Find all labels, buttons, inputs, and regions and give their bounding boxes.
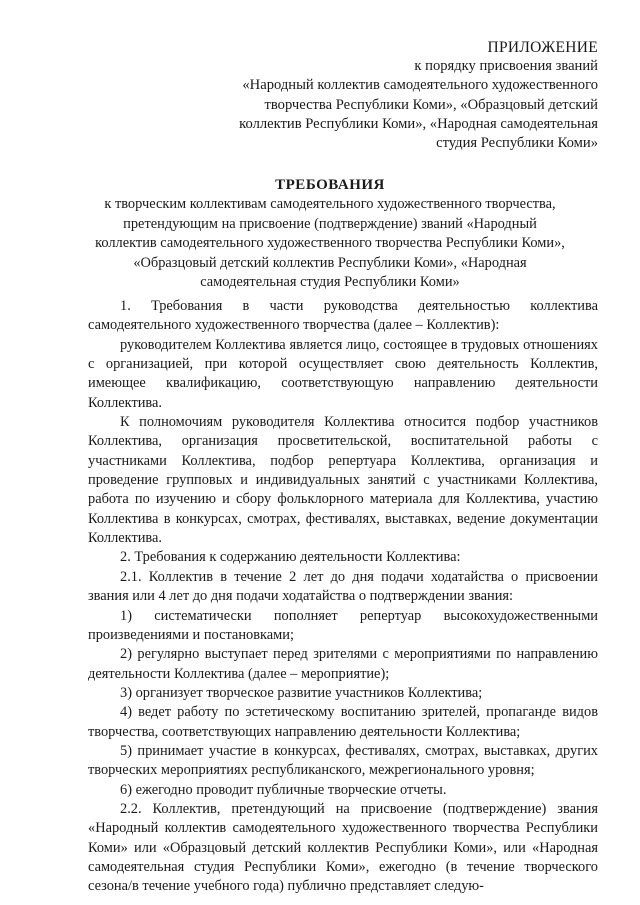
list-item-1: 1) систематически пополняет репертуар высокохудожественными произведениями и постановками; xyxy=(88,607,598,643)
heading-line: коллектив самодеятельного художественного творчества Республики Коми», xyxy=(95,235,565,252)
appendix-line: коллектив Республики Коми», «Народная самодеятельная xyxy=(239,115,598,132)
list-item-4: 4) ведет работу по эстетическому воспитанию зрителей, пропаганде видов творчества, соответствующих направлению деятельности Коллектива; xyxy=(88,704,598,740)
heading-line: «Образцовый детский коллектив Республики Коми», «Народная xyxy=(133,254,527,271)
appendix-line: творчества Республики Коми», «Образцовый детский xyxy=(264,96,598,113)
paragraph-requirements-content: 2. Требования к содержанию деятельности Коллектива: xyxy=(120,549,461,566)
document-heading xyxy=(60,176,600,292)
appendix-header xyxy=(178,38,598,153)
paragraph-requirements-management: 1. Требования в части руководства деятельностью коллектива самодеятельного художественного творчества (далее – Коллектив): xyxy=(88,298,598,334)
paragraph-2-1: 2.1. Коллектив в течение 2 лет до дня подачи ходатайства о присвоении звания или 4 лет до дня подачи ходатайства о подтверждении звания: xyxy=(88,568,598,605)
heading-line: к творческим коллективам самодеятельного художественного творчества, xyxy=(104,196,556,213)
document-body xyxy=(88,297,598,897)
heading-line: самодеятельная студия Республики Коми» xyxy=(200,274,460,291)
list-item-2: 2) регулярно выступает перед зрителями с мероприятиями по направлению деятельности Коллектива (далее – мероприятие); xyxy=(88,646,598,682)
list-item-6: 6) ежегодно проводит публичные творческие отчеты. xyxy=(120,781,447,798)
appendix-line: к порядку присвоения званий xyxy=(414,58,598,75)
list-item-5: 5) принимает участие в конкурсах, фестивалях, смотрах, выставках, других творческих мероприятиях республиканского, межрегионального уровня; xyxy=(88,742,598,779)
paragraph-2-2: 2.2. Коллектив, претендующий на присвоение (подтверждение) звания «Народный коллектив самодеятельного художественного творчества Республики Коми» или «Образцовый детский коллектив Республики Коми», или «Народная самодеятельная студия Республики Коми», ежегодно (в течение творческого сезона/в течение учебного года) публично представляет следую- xyxy=(88,800,598,895)
paragraph-leader-powers: К полномочиям руководителя Коллектива относится подбор участников Коллектива, организация просветительской, воспитательной работы с участниками Коллектива, подбор репертуара Коллектива, организация и проведение групповых и индивидуальных занятий с участниками Коллектива, работа по изучению и сбору фольклорного материала для Коллектива, участию Коллектива в конкурсах, смотрах, фестивалях, выставках, ведение документации Коллектива. xyxy=(88,414,598,547)
paragraph-leader: руководителем Коллектива является лицо, состоящее в трудовых отношениях с организацией, при которой осуществляет свою деятельность Коллектив, имеющее квалификацию, соответствующую направлению деятельности Коллектива. xyxy=(88,336,598,411)
appendix-title: ПРИЛОЖЕНИЕ xyxy=(487,39,598,56)
document-title: ТРЕБОВАНИЯ xyxy=(275,177,385,193)
heading-line: претендующим на присвоение (подтверждение) званий «Народный xyxy=(123,215,537,232)
appendix-line: «Народный коллектив самодеятельного художественного xyxy=(242,77,598,94)
appendix-line: студия Республики Коми» xyxy=(436,135,598,152)
list-item-3: 3) организует творческое развитие участников Коллектива; xyxy=(120,684,483,701)
